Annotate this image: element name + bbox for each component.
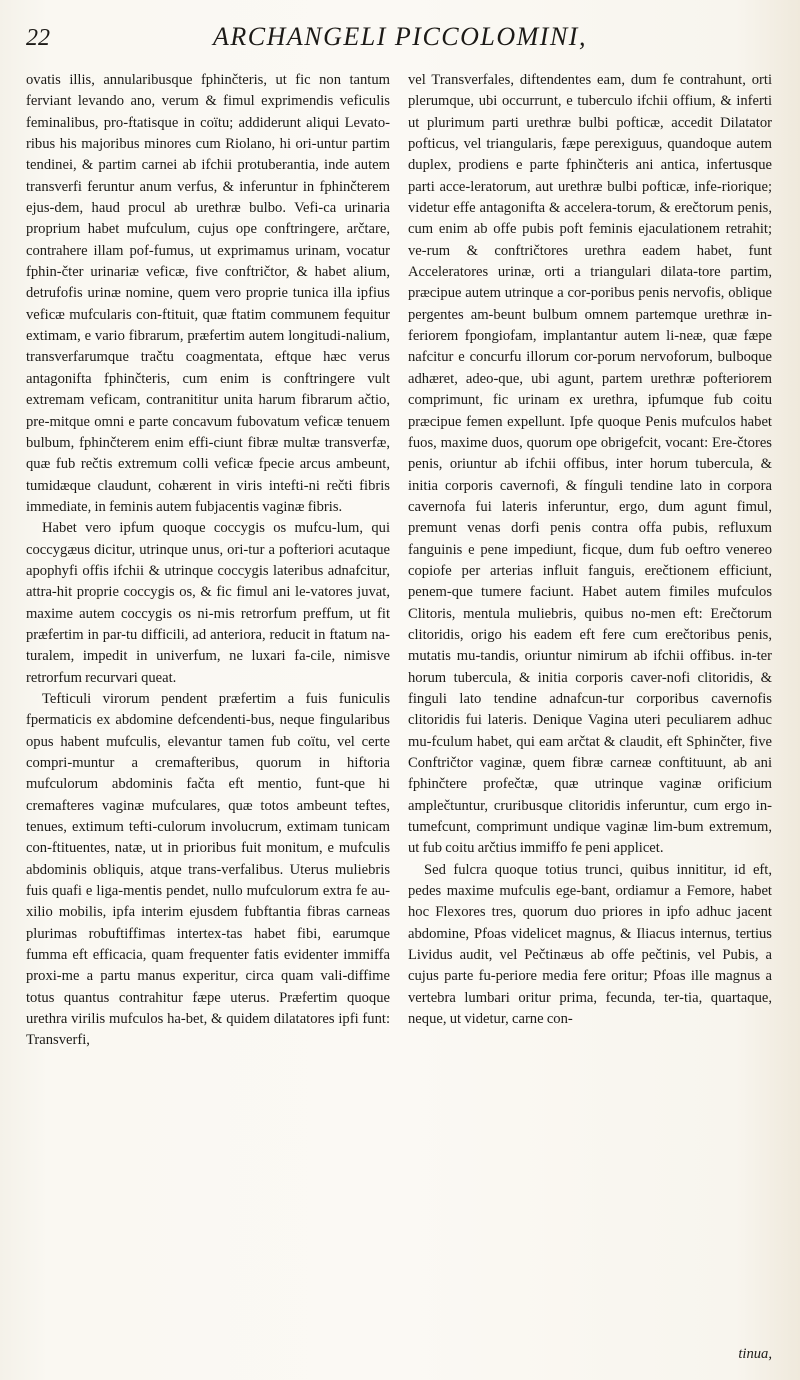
paragraph: Sed fulcra quoque totius trunci, quibus innititur, id eft, pedes maxime mufculis ege-bant, ordiamur a Femore, habet hoc Flexores tres, quorum duo priores in ipfo adhuc jacent abdomine, Pfoas videlicet magnus, & Iliacus internus, tertius Lividus audit, vel Pečtinæus ab offe pečtinis, vel Pubis, a cujus parte fu-periore media fere oritur; Pfoas ille magnus a vertebra lumbari oritur prima, fecunda, ter-tia, quartaque, neque, ut videtur, carne con- [408, 861, 772, 1028]
paragraph: Tefticuli virorum pendent præfertim a fuis funiculis fpermaticis ex abdomine defcendenti-bus, neque fingularibus opus habent mufculis, elevantur tamen fub coïtu, vel certe compri-muntur a cremafteribus, quorum in hiftoria mufculorum abdominis fačta eft mentio, funt-que hi cremafteres vaginæ mufculares, quæ totos ambeunt teftes, tenues, extimum tefti-culorum involucrum, extimam tunicam con-ftituentes, natæ, ut in prioribus fuit monitum, e mufculis abdominis obliquis, atque trans-verfalibus. Uterus muliebris fuis quafi e liga-mentis pendet, nullo mufculorum extra fe au-xilio mobilis, ipfa interim ejusdem fubftantia fibras carneas plurimas robuftiffimas intertex-tas habet fibi, earumque fumma eft efficacia, quam frequenter fatis evidenter immiffa proxi-me a partu manus experitur, circa quam vali-diffime totus quantus contrahitur fæpe uterus. Præfertim quoque urethra virilis mufculos ha-bet, & quidem dilatatores ipfi funt: Transverfi, [26, 690, 390, 1049]
running-title: ARCHANGELI PICCOLOMINI, [213, 22, 587, 51]
paragraph: Habet vero ipfum quoque coccygis os mufcu-lum, qui coccygæus dicitur, utrinque unus, ori-tur a pofteriori acutaque apophyfi offis ifchii & utrinque coccygis lateribus adnafcitur, attra-hit proprie coccygis os, & fic fimul ani le-vatores juvat, maxime autem coccygis os ni-mis retrorfum preffum, ut fit præfertim in par-tu difficili, ad anteriora, reducit in ftatum na-turalem, impedit in univerfum, ne luxari fa-cile, nimisve retrorfum recurvari queat. [26, 520, 390, 686]
text-columns [26, 70, 772, 1362]
catchword: tinua, [738, 1346, 772, 1362]
page-number: 22 [26, 25, 50, 51]
right-column [408, 70, 772, 1362]
paragraph: vel Transverfales, diftendentes eam, dum fe contrahunt, orti plerumque, ubi occurrunt, e tuberculo ifchii offium, & inferti ut plurimum parti urethræ bulbi pofticæ, accedit Dilatator pofticus, vel triangularis, fæpe perexiguus, quandoque autem duplex, prodiens e parte fphinčteris ani antica, infertusque parti acce-leratorum, aut urethræ bulbi pofticæ, infe-riorique; videtur effe antagonifta & accelera-torum, & erečtorum penis, cum enim ab offe pubis poft feminis ejaculationem retrahit; ve-rum & conftričtores urethra eadem habet, funt Acceleratores urinæ, orti a triangulari dilata-tore partim, præcipue autem utrinque a cor-poribus penis nervofis, oblique pergentes am-beunt bulbum omnem partemque urethræ in-feriorem fpongiofam, implantantur autem li-neæ, quæ fæpe nafcitur e concurfu illorum cor-porum nervoforum, bulboque adhæret, adeo-que, ubi agunt, partem urethræ pofteriorem comprimunt, fic urinam ex urethra, ipfumque fub coitu præcipue femen expellunt. Ipfe quoque Penis mufculos habet fuos, maxime duos, quorum ope obrigefcit, vocant: Ere-čtores penis, oriuntur ab ifchii offibus, inter horum tubercula, & initia corporis cavernofi, & fínguli tendine lato in corpora cavernofa fui lateris inferuntur, ergo, dum agunt fimul, premunt venas dorfi penis contra offa pubis, refluxum fanguinis e pene impediunt, ficque, dum fub oeftro venereo copiofe per arterias influit fanguis, erečtionem efficiunt, penem-que tumere faciunt. Habet autem fimiles mufculos Clitoris, mentula muliebris, quibus no-men eft: Erečtorum clitoridis, origo his eadem eft fere cum erečtoribus penis, mutatis mu-tandis, oriuntur nimirum ab ifchii offibus. in-ter horum tubercula, & initia corporis caver-nofi clitoridis, & finguli lato tendine adnafcun-tur corporibus cavernofis clitoridis fui lateris. Denique Vagina uteri peculiarem adhuc mu-fculum habet, qui eam arčtat & claudit, eft Sphinčter, five Conftričtor vaginæ, quem fibræ carneæ conftituunt, ab ani fphinčtere profečtæ, quæ utrinque vaginæ orificium amplečtuntur, cruribusque clitoridis inferuntur, cum ergo in-tumefcunt, comprimunt undique vaginæ lim-bum extremum, ut fub coitu arčtius immiffo fe peni applicet. [408, 72, 772, 857]
running-head [26, 22, 770, 62]
paragraph: ovatis illis, annularibusque fphinčteris, ut fic non tantum ferviant levando ano, verum & fimul exprimendis veficulis feminalibus, pro-ftatisque in coïtu; addiderunt aliqui Levato-ribus his majoribus minores cum Riolano, hi ori-untur partim tendinei, & partim carnei ab ifchii protuberantia, inde autem transverfi feruntur anum verfus, & inferuntur in fphinčterem ejus-dem, haud procul ab urethræ bulbo. Vefi-ca urinaria proprium habet mufculum, cujus ope conftringere, arčtare, contrahere illam pof-fumus, ut exprimamus urinam, vocatur fphin-čter urinariæ veficæ, five conftričtor, & habet alium, detrufofis urinæ nomine, quem vero proprie tunica illa ipfius veficæ mufcularis con-ftituit, quæ ftatim communem fequitur extimam, e vario fibrarum, præfertim autem longitudi-nalium, transverfarumque tračtu coagmentata, eftque hæc verus antagonifta fphinčteris, cum enim is conftringere vult extremam veficam, contranititur unita harum fibrarum ačtio, pre-mitque omni e parte concavum fubovatum veficæ tenuem bulbum, fphinčterem enim effi-ciunt fibræ multæ transverfæ, quæ fub rečtis extremum colli veficæ fpecie arcus ambeunt, tumidæque claudunt, cohærent in viris intefti-ni rečti fibris immediate, in feminis autem fubjacentis vaginæ fibris. [26, 72, 390, 515]
left-column [26, 70, 390, 1362]
